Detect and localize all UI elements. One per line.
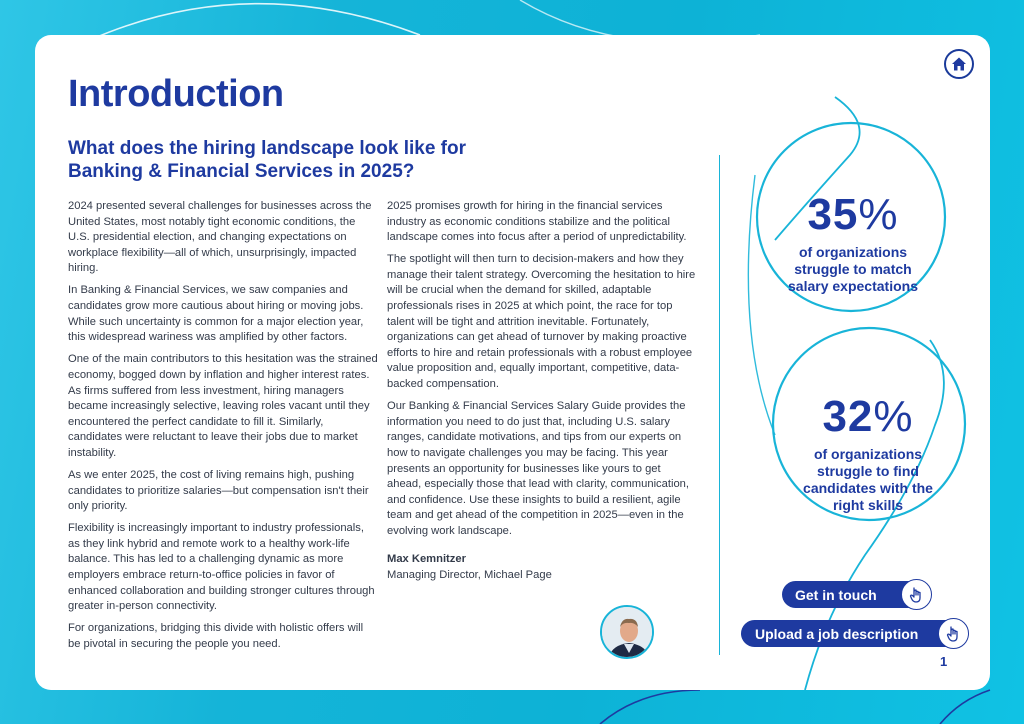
stat-label-line: of organizations — [798, 244, 908, 260]
upload-job-description-button[interactable] — [741, 620, 963, 647]
paragraph: 2024 presented several challenges for businesses across the United States, most notably tight economic conditions, the U.S. presidential election, and changing expectations on workplace flexibility—all of which, unsurprisingly, impacted hiring. — [68, 200, 372, 275]
paragraph: The spotlight will then turn to decision-makers and how they manage their talent strategy. Overcoming the hesitation to hire will be crucial when the demand for skilled, adaptable professionals rises in 2025 at which point, the race for top talent will be tight and attrition inevitable. Fortunately, organizations can get ahead of turnover by making proactive efforts to hire and retain professionals with a robust employee value proposition and, equally important, competitive, data-backed compensation. — [387, 253, 696, 391]
subtitle-line-2: Banking & Financial Services in 2025? — [68, 161, 415, 182]
paragraph: As we enter 2025, the cost of living remains high, pushing candidates to prioritize salaries—but compensation isn't their only priority. — [68, 469, 369, 513]
paragraph: One of the main contributors to this hesitation was the strained economy, bogged down by inflation and higher interest rates. As firms suffered from less investment, hiring managers became increasingly selective, leaving roles vacant until they encountered the perfect candidate to fill it. Similarly, candidates were reluctant to leave their jobs due to market instability. — [68, 353, 378, 459]
paragraph: Flexibility is increasingly important to industry professionals, as they link hybrid and remote work to a healthy work-life balance. This has led to a challenging dynamic as more employers embrace return-to-office policies in favor of enhanced collaboration and building stronger cultures through greater in-person connectivity. — [68, 522, 375, 613]
stat-label — [780, 446, 956, 514]
stat-value: 35 — [807, 190, 859, 239]
page-subtitle — [68, 137, 568, 183]
home-button[interactable] — [944, 49, 974, 79]
hand-pointer-icon — [938, 618, 969, 649]
paragraph: For organizations, bridging this divide with holistic offers will be pivotal in securing the people you need. — [68, 622, 364, 650]
author-title: Managing Director, Michael Page — [387, 569, 552, 582]
button-label: Upload a job description — [755, 625, 919, 642]
hand-pointer-icon — [901, 579, 932, 610]
subtitle-line-1: What does the hiring landscape look like for — [68, 138, 467, 159]
person-portrait-icon — [602, 607, 654, 659]
stat-label-line: of organizations — [813, 446, 923, 462]
stat-label — [767, 244, 939, 295]
author-name: Max Kemnitzer — [387, 553, 466, 566]
stat-label-line: salary expectations — [788, 278, 918, 294]
page-number: 1 — [940, 654, 948, 669]
stat-label-line: struggle to find — [817, 463, 919, 479]
column-divider — [719, 155, 720, 655]
stat-label-line: candidates with the — [803, 480, 933, 496]
author-avatar — [600, 605, 654, 659]
document-card — [35, 35, 990, 690]
stat-number — [767, 190, 939, 240]
stat-percent: % — [858, 190, 899, 239]
text-column-1 — [68, 199, 378, 659]
stat-label-line: struggle to match — [794, 261, 912, 277]
get-in-touch-button[interactable] — [782, 581, 922, 608]
stat-number — [780, 392, 956, 442]
stat-label-line: right skills — [832, 497, 904, 513]
button-label: Get in touch — [795, 586, 877, 603]
stat-value: 32 — [822, 392, 874, 441]
page-title: Introduction — [68, 73, 284, 115]
home-icon — [950, 55, 968, 73]
stat-percent: % — [873, 392, 914, 441]
paragraph: In Banking & Financial Services, we saw companies and candidates grow more cautious about hiring or moving jobs. While such uncertainty is common for a major election year, this widespread wariness was amplified by other factors. — [68, 284, 364, 344]
stat-right-skills — [780, 392, 956, 514]
paragraph: Our Banking & Financial Services Salary Guide provides the information you need to do just that, including U.S. salary ranges, candidate motivations, and tips from our experts on how to navigate challenges you may be facing. This year presents an opportunity for businesses like yours to get ahead, especially those that lead with clarity, communication, and confidence. Use these insights to build a resilient, agile team and get ahead of the competition in 2025—even in the evolving work landscape. — [387, 400, 690, 537]
text-column-2 — [387, 199, 697, 584]
paragraph: 2025 promises growth for hiring in the financial services industry as economic conditions stabilize and the political landscape comes into focus after a period of unpredictability. — [387, 200, 687, 244]
stat-salary-expectations — [767, 190, 939, 295]
